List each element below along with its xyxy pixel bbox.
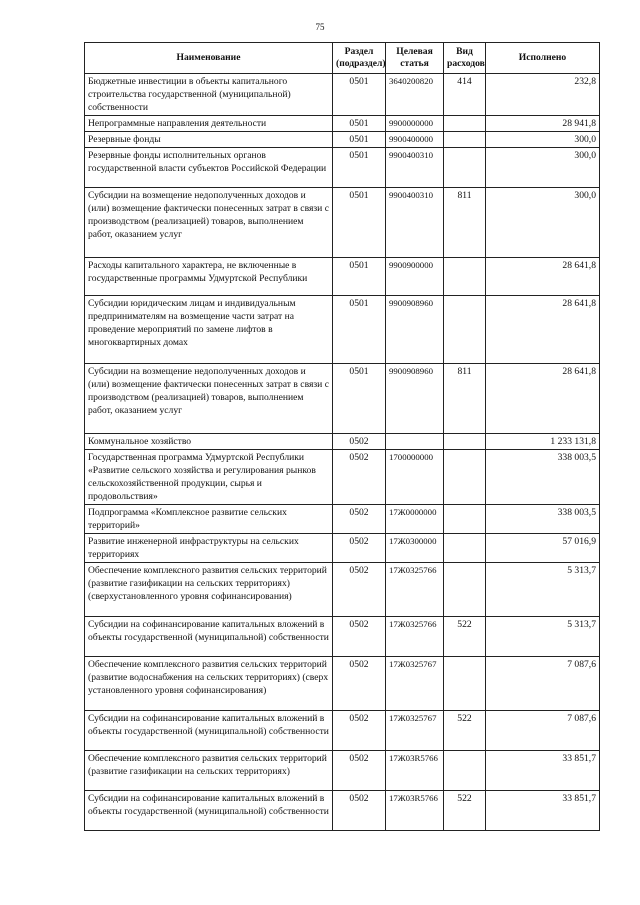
cell-amount: 338 003,5	[486, 450, 600, 505]
cell-target: 17Ж0000000	[386, 505, 444, 534]
cell-section: 0501	[333, 364, 386, 434]
cell-target: 9900908960	[386, 364, 444, 434]
cell-name: Развитие инженерной инфраструктуры на сельских территориях	[85, 534, 333, 563]
cell-expense-type	[444, 116, 486, 132]
table-row	[85, 751, 600, 791]
cell-target: 17Ж03R5766	[386, 751, 444, 791]
cell-amount: 5 313,7	[486, 617, 600, 657]
cell-name: Непрограммные направления деятельности	[85, 116, 333, 132]
table-row	[85, 258, 600, 296]
cell-target: 17Ж0325766	[386, 617, 444, 657]
cell-name: Обеспечение комплексного развития сельских территорий (развитие газификации на сельских территориях) (сверхустановленного уровня софинансирования)	[85, 563, 333, 617]
cell-name: Обеспечение комплексного развития сельских территорий (развитие водоснабжения на сельских территориях) (сверх установленного уровня софинансирования)	[85, 657, 333, 711]
cell-section: 0502	[333, 791, 386, 831]
cell-section: 0501	[333, 148, 386, 188]
cell-expense-type	[444, 258, 486, 296]
cell-section: 0501	[333, 74, 386, 116]
cell-expense-type: 414	[444, 74, 486, 116]
cell-name: Подпрограмма «Комплексное развитие сельских территорий»	[85, 505, 333, 534]
cell-expense-type	[444, 505, 486, 534]
table-header-row	[85, 43, 600, 74]
table-row	[85, 434, 600, 450]
cell-name: Обеспечение комплексного развития сельских территорий (развитие газификации на сельских территориях)	[85, 751, 333, 791]
table-row	[85, 711, 600, 751]
table-row	[85, 116, 600, 132]
cell-section: 0502	[333, 563, 386, 617]
table-row	[85, 74, 600, 116]
cell-name: Резервные фонды исполнительных органов государственной власти субъектов Российской Федерации	[85, 148, 333, 188]
cell-section: 0502	[333, 711, 386, 751]
cell-amount: 300,0	[486, 132, 600, 148]
cell-section: 0502	[333, 434, 386, 450]
cell-name: Резервные фонды	[85, 132, 333, 148]
cell-name: Коммунальное хозяйство	[85, 434, 333, 450]
header-target: Целевая статья	[386, 43, 444, 74]
cell-target: 1700000000	[386, 450, 444, 505]
header-executed: Исполнено	[486, 43, 600, 74]
cell-name: Субсидии на софинансирование капитальных вложений в объекты государственной (муниципальной) собственности	[85, 791, 333, 831]
cell-amount: 33 851,7	[486, 791, 600, 831]
cell-amount: 33 851,7	[486, 751, 600, 791]
cell-target: 17Ж0325766	[386, 563, 444, 617]
cell-section: 0502	[333, 617, 386, 657]
cell-target: 9900900000	[386, 258, 444, 296]
cell-section: 0501	[333, 296, 386, 364]
cell-expense-type: 522	[444, 791, 486, 831]
cell-target: 9900000000	[386, 116, 444, 132]
cell-expense-type	[444, 534, 486, 563]
cell-amount: 232,8	[486, 74, 600, 116]
cell-target: 9900908960	[386, 296, 444, 364]
cell-expense-type: 811	[444, 188, 486, 258]
cell-name: Расходы капитального характера, не включенные в государственные программы Удмуртской Республики	[85, 258, 333, 296]
cell-expense-type	[444, 434, 486, 450]
cell-name: Субсидии на возмещение недополученных доходов и (или) возмещение фактически понесенных затрат в связи с производством (реализацией) товаров, выполнением работ, оказанием услуг	[85, 364, 333, 434]
cell-expense-type	[444, 657, 486, 711]
cell-amount: 28 641,8	[486, 364, 600, 434]
cell-target: 17Ж0325767	[386, 657, 444, 711]
cell-expense-type: 811	[444, 364, 486, 434]
cell-name: Субсидии на софинансирование капитальных вложений в объекты государственной (муниципальной) собственности	[85, 711, 333, 751]
cell-expense-type: 522	[444, 617, 486, 657]
cell-target: 9900400000	[386, 132, 444, 148]
cell-section: 0502	[333, 534, 386, 563]
header-section: Раздел (подраздел)	[333, 43, 386, 74]
cell-name: Субсидии юридическим лицам и индивидуальным предпринимателям на возмещение части затрат на проведение мероприятий по замене лифтов в многоквартирных домах	[85, 296, 333, 364]
cell-section: 0501	[333, 258, 386, 296]
cell-expense-type	[444, 450, 486, 505]
cell-expense-type: 522	[444, 711, 486, 751]
budget-table	[84, 42, 600, 831]
cell-amount: 5 313,7	[486, 563, 600, 617]
cell-amount: 1 233 131,8	[486, 434, 600, 450]
cell-section: 0502	[333, 450, 386, 505]
cell-name: Субсидии на софинансирование капитальных вложений в объекты государственной (муниципальной) собственности	[85, 617, 333, 657]
cell-amount: 338 003,5	[486, 505, 600, 534]
cell-name: Бюджетные инвестиции в объекты капитального строительства государственной (муниципальной) собственности	[85, 74, 333, 116]
cell-expense-type	[444, 751, 486, 791]
cell-amount: 28 641,8	[486, 296, 600, 364]
table-row	[85, 188, 600, 258]
cell-section: 0501	[333, 132, 386, 148]
table-row	[85, 617, 600, 657]
cell-section: 0501	[333, 116, 386, 132]
table-body	[85, 74, 600, 831]
cell-name: Субсидии на возмещение недополученных доходов и (или) возмещение фактически понесенных затрат в связи с производством (реализацией) товаров, выполнением работ, оказанием услуг	[85, 188, 333, 258]
table-row	[85, 563, 600, 617]
cell-section: 0502	[333, 751, 386, 791]
cell-amount: 28 641,8	[486, 258, 600, 296]
cell-expense-type	[444, 296, 486, 364]
table-row	[85, 450, 600, 505]
cell-section: 0502	[333, 505, 386, 534]
cell-target: 9900400310	[386, 188, 444, 258]
cell-amount: 7 087,6	[486, 657, 600, 711]
cell-amount: 57 016,9	[486, 534, 600, 563]
cell-expense-type	[444, 132, 486, 148]
table-row	[85, 364, 600, 434]
header-expense-type: Вид расходов	[444, 43, 486, 74]
cell-target	[386, 434, 444, 450]
table-row	[85, 657, 600, 711]
cell-amount: 300,0	[486, 148, 600, 188]
cell-name: Государственная программа Удмуртской Республики «Развитие сельского хозяйства и регулирования рынков сельскохозяйственной продукции, сырья и продовольствия»	[85, 450, 333, 505]
cell-target: 17Ж0325767	[386, 711, 444, 751]
table-row	[85, 791, 600, 831]
cell-section: 0501	[333, 188, 386, 258]
cell-amount: 300,0	[486, 188, 600, 258]
header-name: Наименование	[85, 43, 333, 74]
page-number: 75	[315, 22, 325, 32]
cell-expense-type	[444, 148, 486, 188]
cell-target: 9900400310	[386, 148, 444, 188]
cell-target: 17Ж0300000	[386, 534, 444, 563]
table-row	[85, 296, 600, 364]
cell-amount: 7 087,6	[486, 711, 600, 751]
cell-expense-type	[444, 563, 486, 617]
table-row	[85, 534, 600, 563]
table-row	[85, 148, 600, 188]
cell-target: 3640200820	[386, 74, 444, 116]
cell-amount: 28 941,8	[486, 116, 600, 132]
table-row	[85, 132, 600, 148]
cell-section: 0502	[333, 657, 386, 711]
table-row	[85, 505, 600, 534]
cell-target: 17Ж03R5766	[386, 791, 444, 831]
